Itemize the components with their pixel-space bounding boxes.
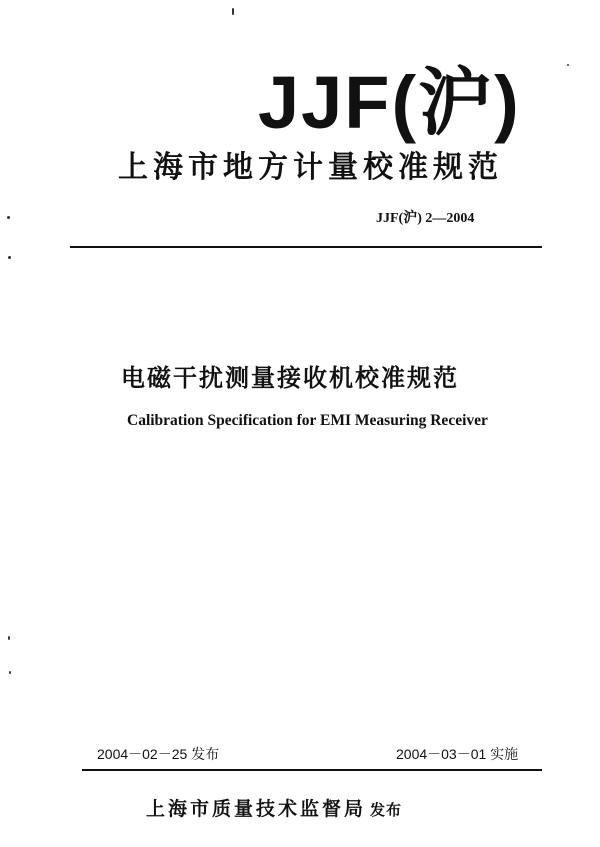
scan-speck — [8, 636, 10, 640]
implementation-date: 2004－03－01 实施 — [396, 746, 519, 762]
footer-divider — [82, 769, 542, 771]
scan-speck — [8, 256, 11, 259]
top-divider — [70, 246, 542, 248]
standard-logo: JJF(沪) — [258, 61, 521, 144]
standard-code: JJF(沪) 2—2004 — [376, 211, 475, 226]
scan-speck — [567, 64, 569, 66]
document-title-chinese: 电磁干扰测量接收机校准规范 — [121, 364, 459, 392]
publisher-suffix: 发布 — [370, 801, 403, 819]
scan-speck — [7, 216, 10, 219]
publisher-name: 上海市质量技术监督局 — [146, 798, 367, 820]
scan-speck — [232, 8, 234, 15]
series-title: 上海市地方计量校准规范 — [118, 150, 503, 185]
scan-speck — [9, 671, 11, 674]
issue-date: 2004－02－25 发布 — [97, 746, 220, 762]
document-title-english: Calibration Specification for EMI Measuring Receiver — [127, 412, 488, 429]
publisher — [146, 796, 402, 823]
